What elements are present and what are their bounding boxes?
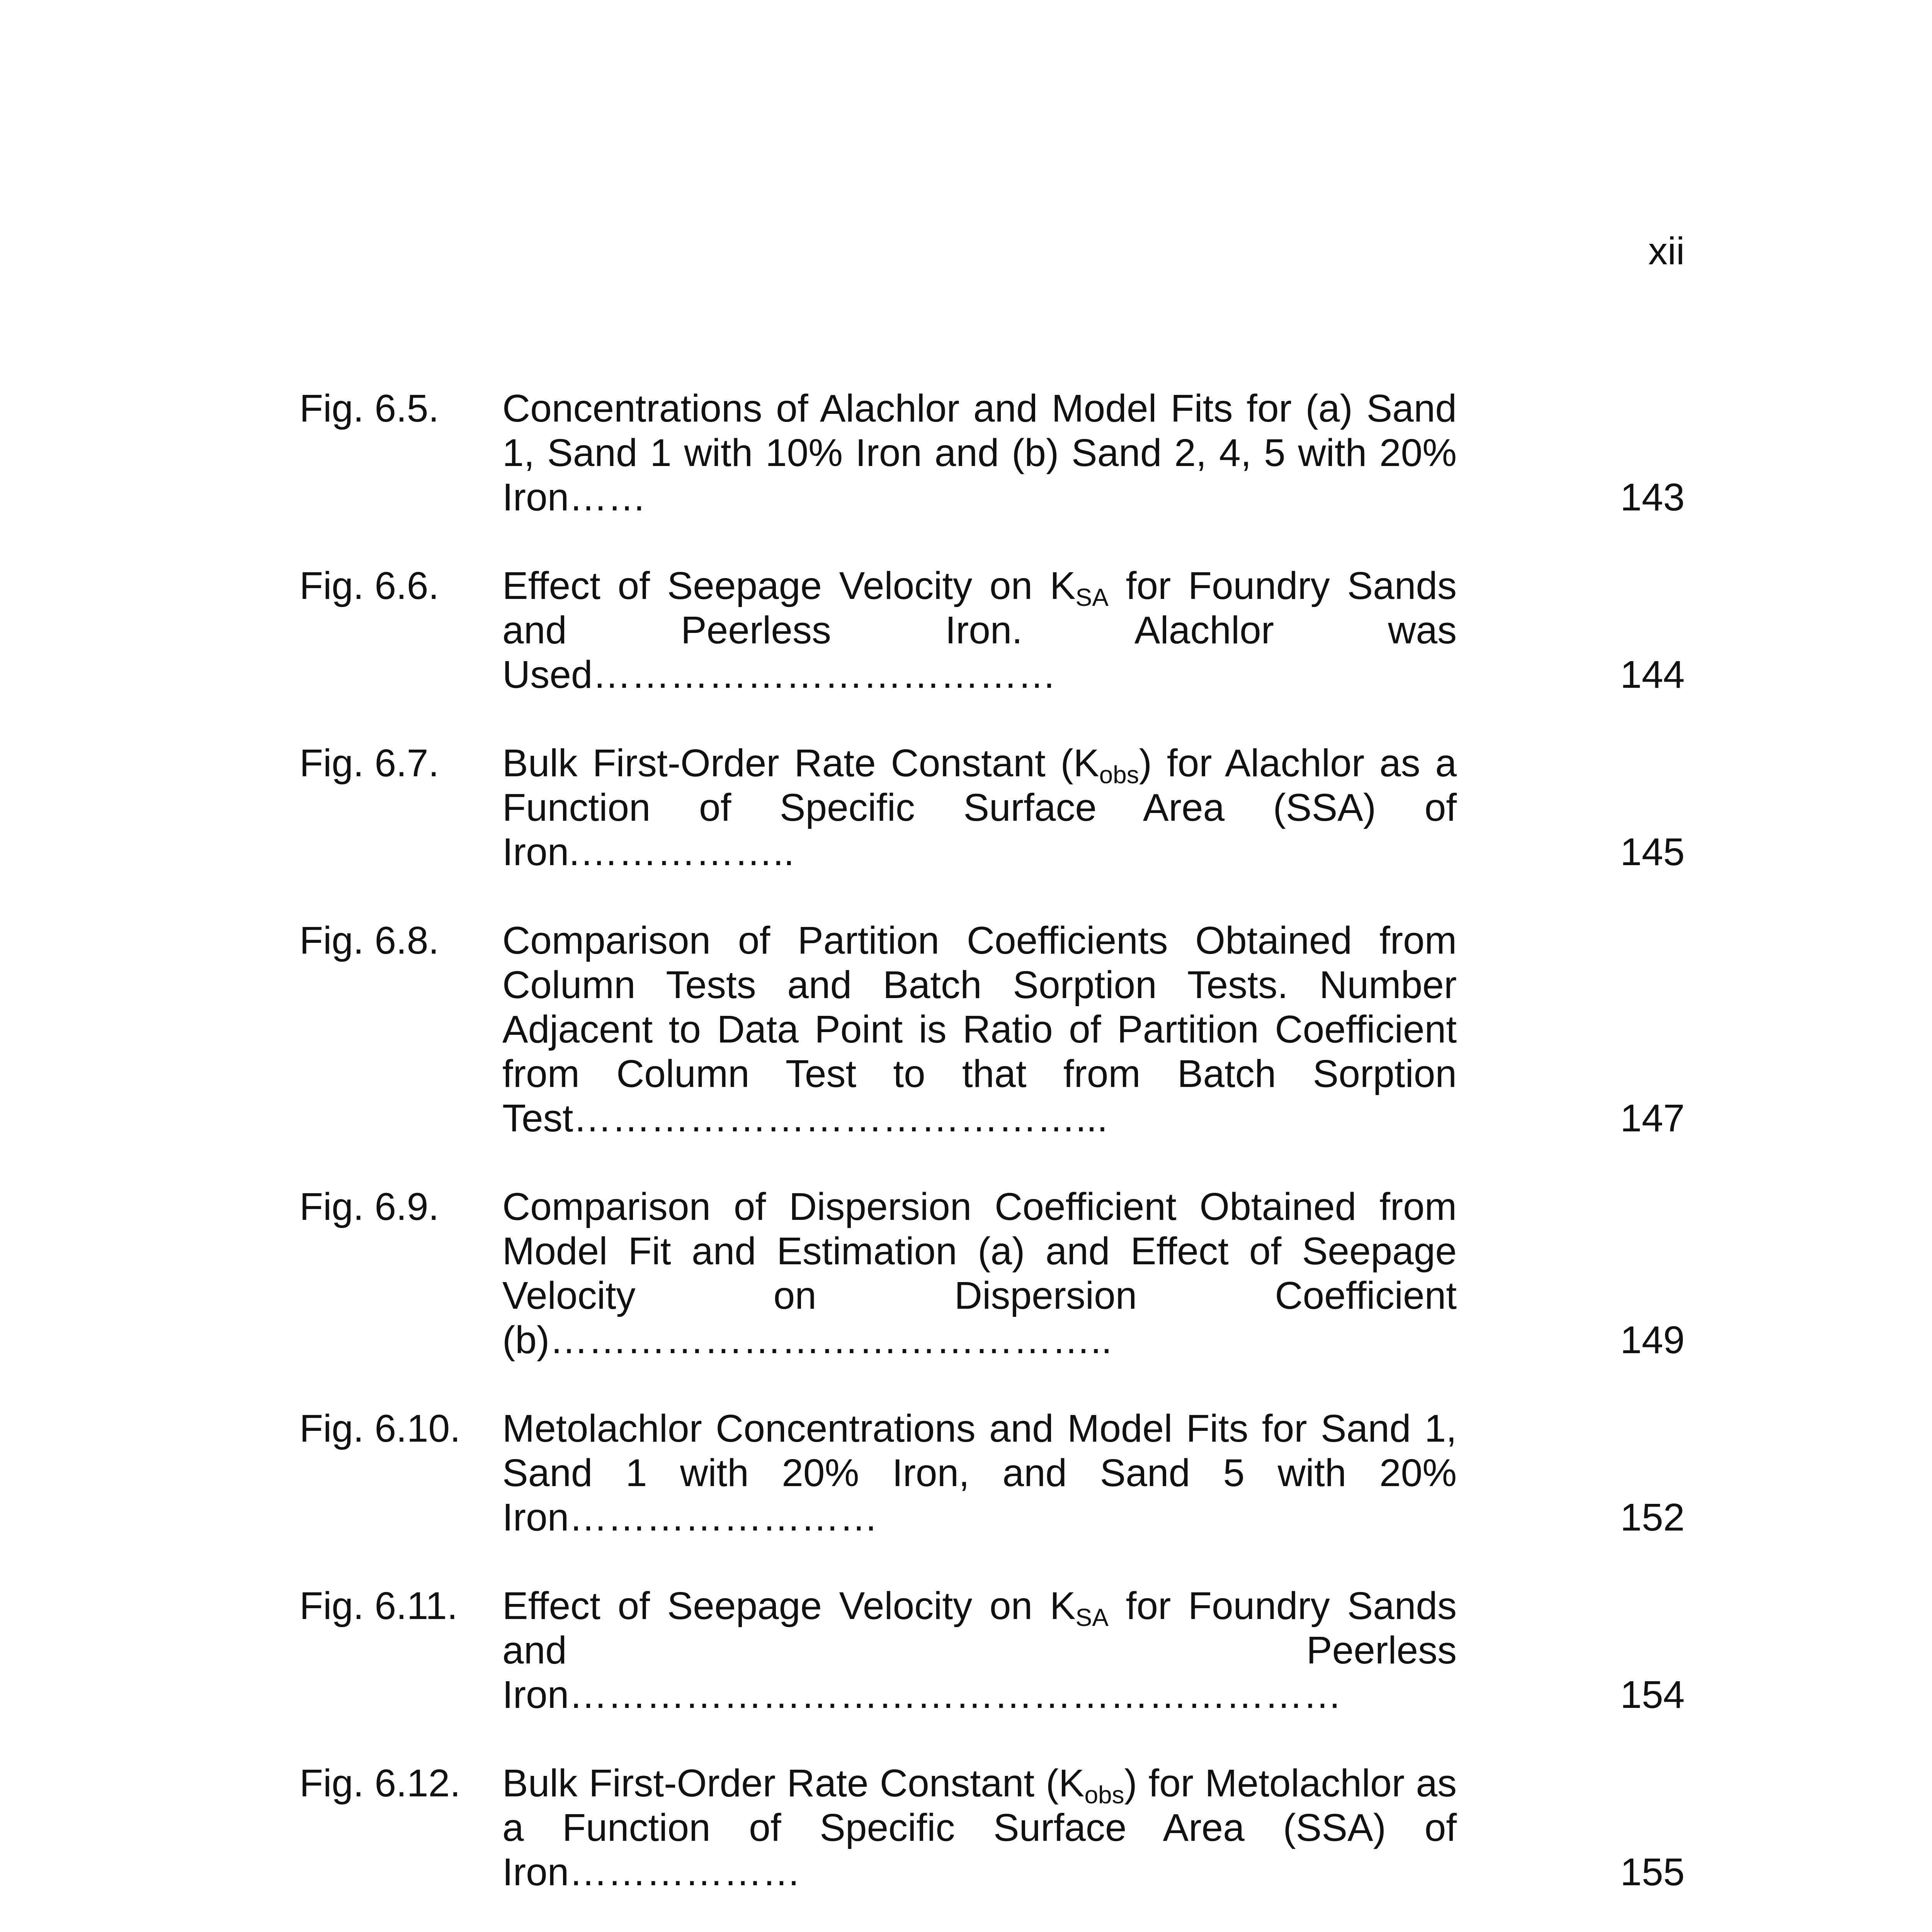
figure-title: [502, 918, 1457, 1141]
figure-title-text: Comparison of Dispersion Coefficient Obtained from Model Fit and Estimation (a) and Effect of Seepage Velocity on Dispersion Coefficient (b)……………………………………..: [502, 1185, 1457, 1362]
figure-title: [502, 1584, 1457, 1717]
figure-label: Fig. 6.12.: [299, 1762, 461, 1805]
figure-page-number: 143: [1620, 476, 1685, 519]
figure-title-text: ) for Metolachlor as a Function of Specific Surface Area (SSA) of Iron………………: [502, 1762, 1457, 1894]
subscript: obs: [1084, 1781, 1124, 1809]
figure-title-text: Bulk First-Order Rate Constant (K: [502, 1762, 1085, 1805]
figure-title-text: ) for Alachlor as a Function of Specific Surface Area (SSA) of Iron.……………..: [502, 742, 1457, 874]
figure-entry-6-6: [299, 564, 1685, 697]
figure-title: [502, 1761, 1457, 1895]
figure-page-number: 149: [1620, 1318, 1685, 1362]
subscript: SA: [1075, 1604, 1109, 1631]
figure-entry-6-9: [299, 1185, 1685, 1362]
figure-entry-6-11: [299, 1584, 1685, 1717]
figure-entry-6-7: [299, 741, 1685, 874]
figure-page-number: 145: [1620, 830, 1685, 874]
figure-title-text: Effect of Seepage Velocity on K: [502, 564, 1076, 607]
figure-label: Fig. 6.5.: [299, 387, 439, 430]
figure-page-number: 152: [1620, 1496, 1685, 1539]
figure-entry-6-5: [299, 386, 1685, 520]
figure-title: [502, 1185, 1457, 1362]
subscript: SA: [1075, 583, 1109, 611]
figure-title-text: for Foundry Sands and Peerless Iron. Alachlor was Used………………………………: [502, 564, 1457, 696]
figure-label: Fig. 6.10.: [299, 1407, 461, 1450]
figure-label: Fig. 6.7.: [299, 742, 439, 785]
figure-title-text: Effect of Seepage Velocity on K: [502, 1584, 1076, 1628]
figure-title-text: Metolachlor Concentrations and Model Fits for Sand 1, Sand 1 with 20% Iron, and Sand 5 with 20% Iron……………………: [502, 1407, 1457, 1539]
figure-label: Fig. 6.11.: [299, 1584, 458, 1628]
list-of-figures: [299, 386, 1685, 1932]
figure-title: [502, 564, 1457, 697]
figure-title-text: Bulk First-Order Rate Constant (K: [502, 742, 1099, 785]
figure-page-number: 155: [1620, 1850, 1685, 1894]
figure-label: Fig. 6.9.: [299, 1185, 439, 1228]
figure-page-number: 147: [1620, 1097, 1685, 1140]
figure-title-text: for Foundry Sands and Peerless Iron……………………………………………………: [502, 1584, 1457, 1716]
subscript: obs: [1099, 761, 1139, 789]
figure-title: [502, 386, 1457, 520]
figure-title: [502, 1406, 1457, 1540]
figure-page-number: 154: [1620, 1673, 1685, 1716]
figure-title: [502, 741, 1457, 874]
figure-title-text: Concentrations of Alachlor and Model Fits for (a) Sand 1, Sand 1 with 10% Iron and (b) Sand 2, 4, 5 with 20% Iron……: [502, 387, 1457, 519]
figure-title-text: Comparison of Partition Coefficients Obtained from Column Tests and Batch Sorption Tests. Number Adjacent to Data Point is Ratio of Partition Coefficient from Column Test to that from Batch Sorption Test…………………………………...: [502, 919, 1457, 1140]
figure-page-number: 144: [1620, 653, 1685, 696]
page-number: xii: [1648, 230, 1685, 273]
figure-label: Fig. 6.8.: [299, 919, 439, 962]
figure-label: Fig. 6.6.: [299, 564, 439, 607]
figure-entry-6-12: [299, 1761, 1685, 1895]
figure-entry-6-10: [299, 1406, 1685, 1540]
figure-entry-6-8: [299, 918, 1685, 1141]
